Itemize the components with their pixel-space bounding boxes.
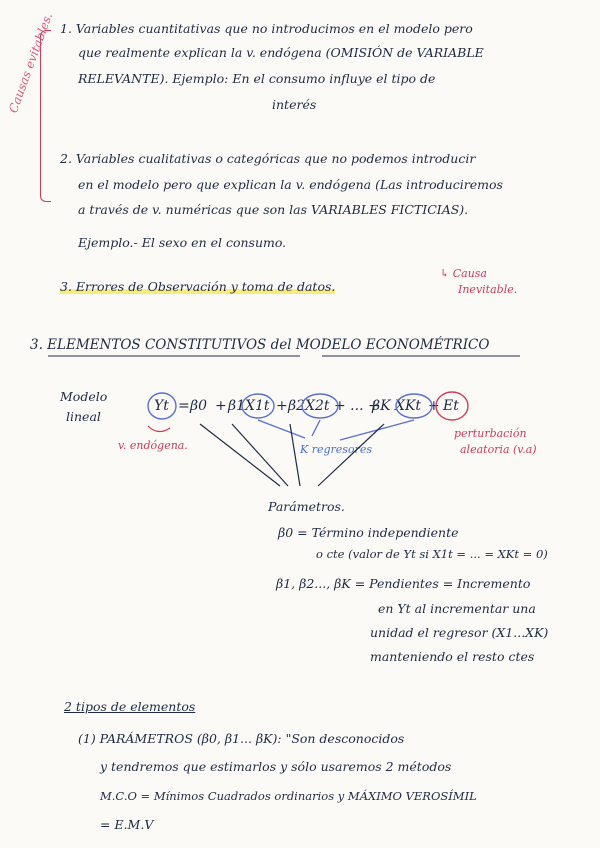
eq-et: Et xyxy=(443,398,459,414)
tipos-line-3: M.C.O = Mínimos Cuadrados ordinarios y MÁXIMO VEROSÍMIL xyxy=(100,789,477,803)
eq-plus-1: + xyxy=(215,398,227,414)
perturbation-label-1: perturbación xyxy=(454,427,527,440)
params-title: Parámetros. xyxy=(268,499,345,514)
model-label-2: lineal xyxy=(66,409,101,424)
tipos-title: 2 tipos de elementos xyxy=(64,699,196,714)
tipos-line-4: = E.M.V xyxy=(100,817,154,832)
model-label-1: Modelo xyxy=(60,389,108,404)
b0-line-2: o cte (valor de Yt si X1t = ... = XKt = 0) xyxy=(316,547,548,561)
eq-yt: Yt xyxy=(154,398,169,414)
tipos-line-1: (1) PARÁMETROS (β0, β1... βK): "Son desconocidos xyxy=(78,731,405,746)
eq-bkxk: βK XKt xyxy=(372,398,422,414)
sec2-line1: 2. Variables cualitativas o categóricas que no podemos introducir xyxy=(60,151,476,166)
margin-note-text: Causas evitables. xyxy=(6,10,56,115)
sec1-line2: que realmente explican la v. endógena (OMISIÓN de VARIABLE xyxy=(78,45,484,60)
bk-line-4: manteniendo el resto ctes xyxy=(370,649,535,664)
section-heading: 3. ELEMENTOS CONSTITUTIVOS del MODELO ECONOMÉTRICO xyxy=(30,337,490,353)
b0-line-1: β0 = Término independiente xyxy=(278,525,459,540)
sec1-line1: 1. Variables cuantitativas que no introducimos en el modelo pero xyxy=(60,21,473,36)
regressors-label: K regresores xyxy=(300,443,372,456)
bk-line-1: β1, β2..., βK = Pendientes = Incremento xyxy=(276,576,531,591)
sec1-line3: RELEVANTE). Ejemplo: En el consumo influye el tipo de xyxy=(78,71,436,86)
bk-line-2: en Yt al incrementar una xyxy=(378,601,536,616)
eq-b2x2: β2X2t xyxy=(288,398,330,414)
sec2-line3: a través de v. numéricas que son las VARIABLES FICTICIAS). xyxy=(78,202,469,217)
sec2-line4: Ejemplo.- El sexo en el consumo. xyxy=(78,235,287,250)
endogenous-label: v. endógena. xyxy=(118,439,188,452)
eq-b1x1: β1X1t xyxy=(228,398,270,414)
tipos-line-2: y tendremos que estimarlos y sólo usaremos 2 métodos xyxy=(100,759,452,774)
sec3-note1: ↳ Causa xyxy=(440,267,487,280)
sec1-line4: interés xyxy=(272,97,317,112)
sec2-line2: en el modelo pero que explican la v. endógena (Las introduciremos xyxy=(78,177,503,192)
eq-equals: = xyxy=(178,398,190,414)
eq-plus-2: + xyxy=(276,398,288,414)
sec3-line: 3. Errores de Observación y toma de datos. xyxy=(60,279,336,294)
eq-plus-3: + xyxy=(428,398,440,414)
eq-b0: β0 xyxy=(190,398,208,414)
sec3-note2: Inevitable. xyxy=(458,283,518,296)
bk-line-3: unidad el regresor (X1...XK) xyxy=(370,625,549,640)
perturbation-label-2: aleatoria (v.a) xyxy=(460,443,537,456)
eq-dots: + ... + xyxy=(334,398,380,414)
